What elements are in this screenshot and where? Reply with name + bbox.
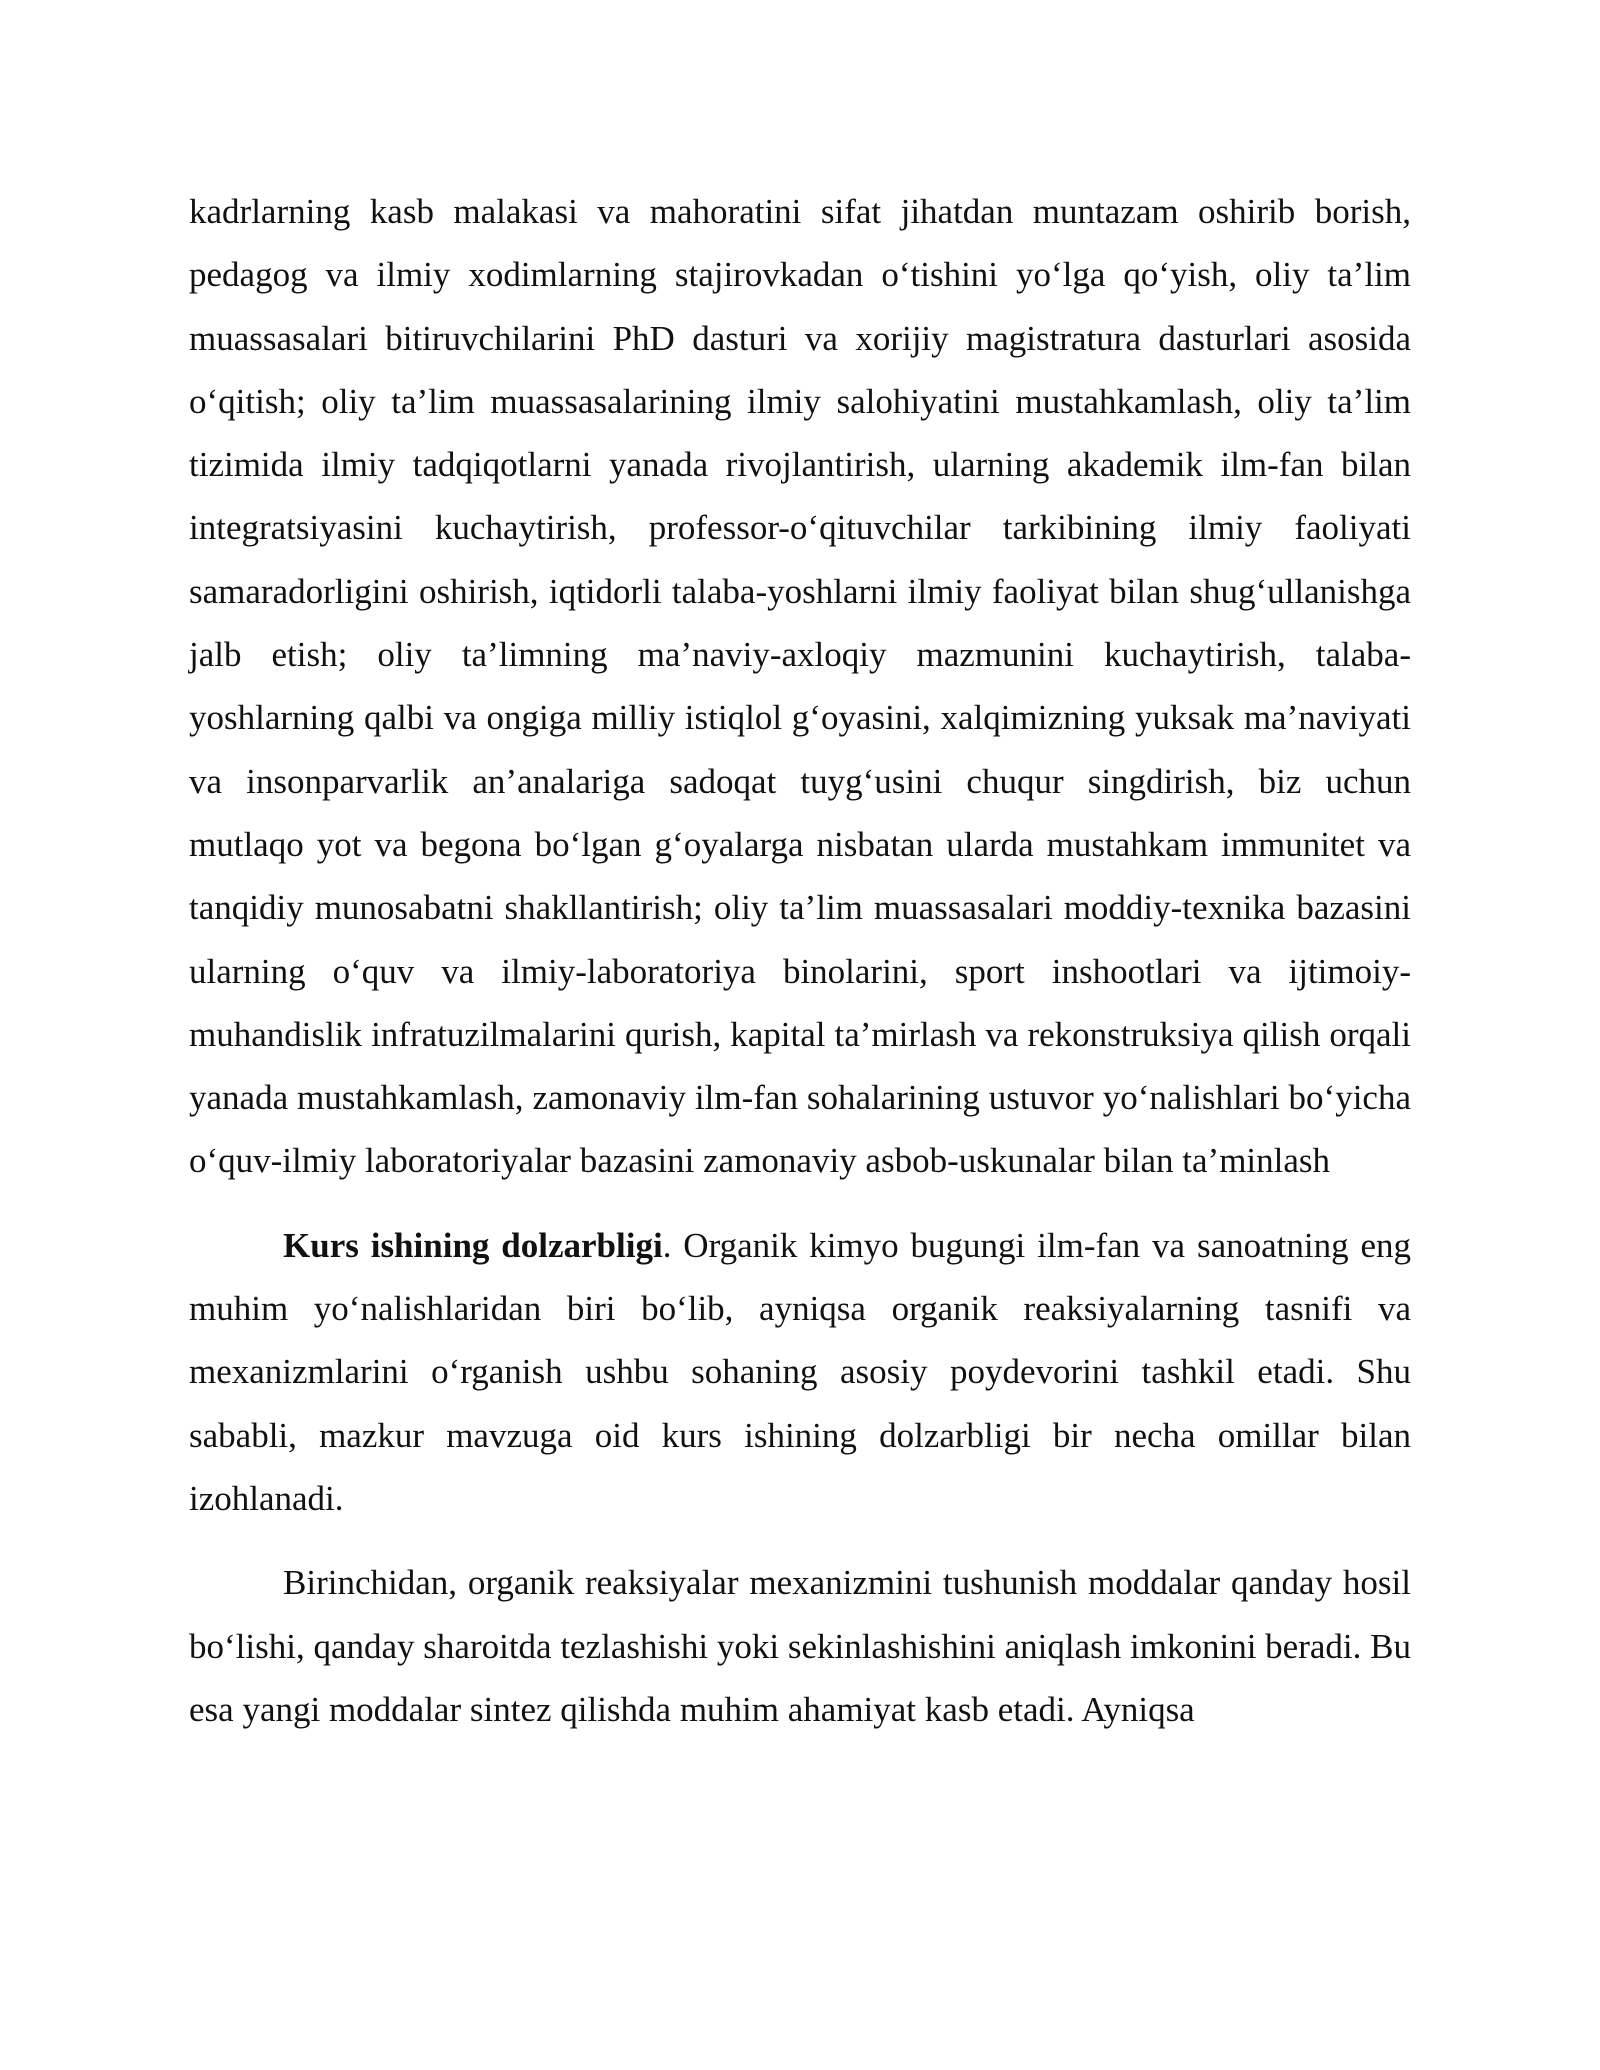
body-paragraph-1: kadrlarning kasb malakasi va mahoratini sifat jihatdan muntazam oshirib borish, pedagog va ilmiy xodimlarning stajirovkadan o‘tishini yo‘lga qo‘yish, oliy ta’lim muassasalari bitiruvchilarini PhD dasturi va xorijiy magistratura dasturlari asosida o‘qitish; oliy ta’lim muassasalarining ilmiy salohiyatini mustahkamlash, oliy ta’lim tizimida ilmiy tadqiqotlarni yanada rivojlantirish, ularning akademik ilm-fan bilan integratsiyasini kuchaytirish, professor-o‘qituvchilar tarkibining ilmiy faoliyati samaradorligini oshirish, iqtidorli talaba-yoshlarni ilmiy faoliyat bilan shug‘ullanishga jalb etish; oliy ta’limning ma’naviy-axloqiy mazmunini kuchaytirish, talaba-yoshlarning qalbi va ongiga milliy istiqlol g‘oyasini, xalqimizning yuksak ma’naviyati va insonparvarlik an’analariga sadoqat tuyg‘usini chuqur singdirish, biz uchun mutlaqo yot va begona bo‘lgan g‘oyalarga nisbatan ularda mustahkam immunitet va tanqidiy munosabatni shakllantirish; oliy ta’lim muassasalari moddiy-texnika bazasini ularning o‘quv va ilmiy-laboratoriya binolarini, sport inshootlari va ijtimoiy-muhandislik infratuzilmalarini qurish, kapital ta’mirlash va rekonstruksiya qilish orqali yanada mustahkamlash, zamonaviy ilm-fan sohalarining ustuvor yo‘nalishlari bo‘yicha o‘quv-ilmiy laboratoriyalar bazasini zamonaviy asbob-uskunalar bilan ta’minlash [189, 192, 1411, 1181]
section-heading-relevance: Kurs ishining dolzarbligi [283, 1225, 663, 1265]
body-paragraph-3: Birinchidan, organik reaksiyalar mexanizmini tushunish moddalar qanday hosil bo‘lishi, qanday sharoitda tezlashishi yoki sekinlashishini aniqlash imkonini beradi. Bu esa yangi moddalar sintez qilishda muhim ahamiyat kasb etadi. Ayniqsa [189, 1563, 1411, 1729]
body-paragraph-2-text: . Organik kimyo bugungi ilm-fan va sanoatning eng muhim yo‘nalishlaridan biri bo‘lib, ayniqsa organik reaksiyalarning tasnifi va mexanizmlarini o‘rganish ushbu sohaning asosiy poydevorini tashkil etadi. Shu sababli, mazkur mavzuga oid kurs ishining dolzarbligi bir necha omillar bilan izohlanadi. [189, 1225, 1411, 1518]
body-paragraph-2 [189, 1214, 1411, 1530]
document-page [189, 180, 1411, 1741]
